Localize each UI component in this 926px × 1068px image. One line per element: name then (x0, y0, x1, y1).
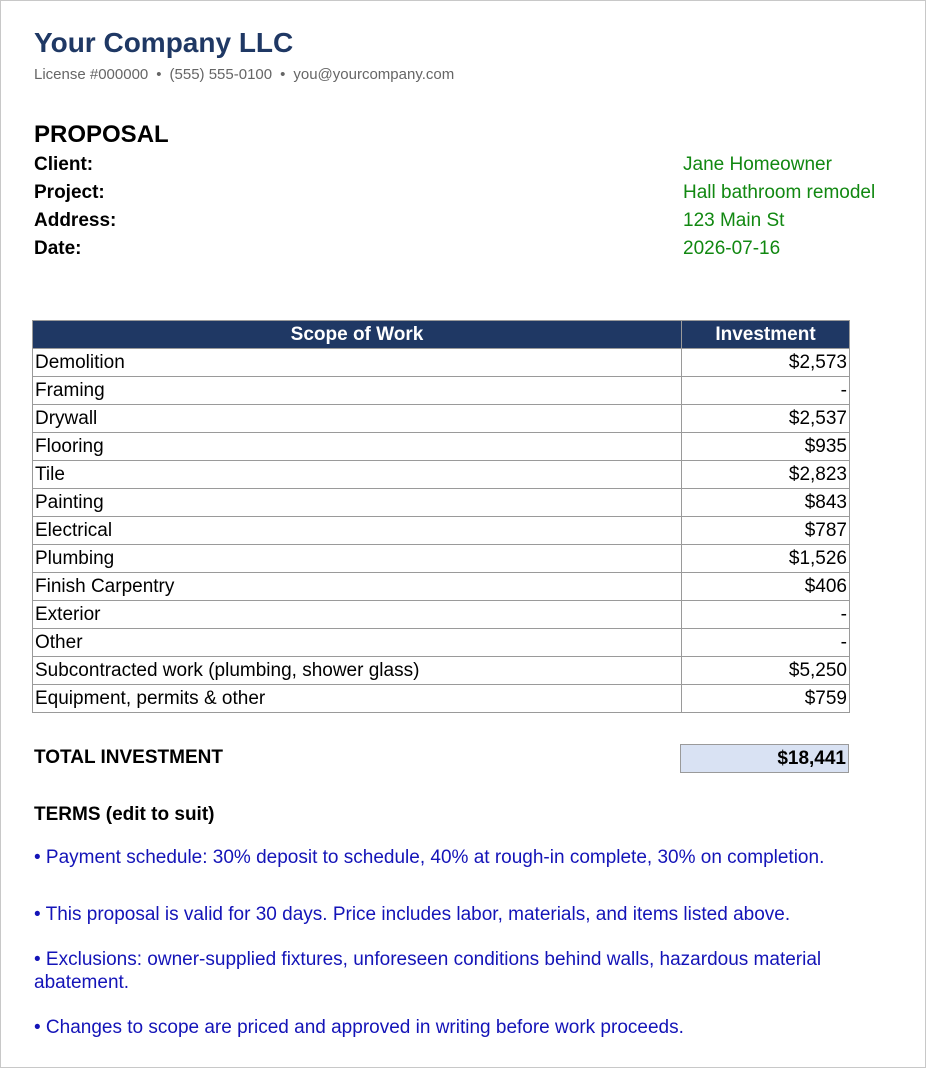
scope-cell[interactable]: Exterior (33, 601, 682, 629)
total-investment-label: TOTAL INVESTMENT (34, 747, 223, 768)
investment-cell[interactable]: - (682, 601, 850, 629)
scope-cell[interactable]: Tile (33, 461, 682, 489)
scope-cell[interactable]: Electrical (33, 517, 682, 545)
scope-cell[interactable]: Framing (33, 377, 682, 405)
scope-cell[interactable]: Demolition (33, 349, 682, 377)
term-item-payment: • Payment schedule: 30% deposit to schedule, 40% at rough-in complete, 30% on completion. (34, 847, 825, 868)
investment-cell[interactable]: $2,537 (682, 405, 850, 433)
investment-cell[interactable]: $759 (682, 685, 850, 713)
table-row (33, 545, 850, 573)
address-value[interactable]: 123 Main St (683, 210, 785, 231)
term-item-validity: • This proposal is valid for 30 days. Price includes labor, materials, and items listed above. (34, 904, 791, 925)
table-row (33, 433, 850, 461)
scope-cell[interactable]: Painting (33, 489, 682, 517)
investment-cell[interactable]: $935 (682, 433, 850, 461)
table-row (33, 685, 850, 713)
table-row (33, 461, 850, 489)
term-item-changes: • Changes to scope are priced and approved in writing before work proceeds. (34, 1017, 684, 1038)
table-row (33, 377, 850, 405)
scope-cell[interactable]: Other (33, 629, 682, 657)
project-label: Project: (34, 182, 105, 203)
table-row (33, 349, 850, 377)
scope-column-header: Scope of Work (33, 321, 682, 349)
date-label: Date: (34, 238, 82, 259)
client-label: Client: (34, 154, 94, 175)
table-row (33, 657, 850, 685)
table-row (33, 405, 850, 433)
email-address: you@yourcompany.com (293, 66, 455, 83)
scope-cell[interactable]: Drywall (33, 405, 682, 433)
investment-cell[interactable]: $2,823 (682, 461, 850, 489)
investment-cell[interactable]: - (682, 377, 850, 405)
client-value[interactable]: Jane Homeowner (683, 154, 832, 175)
investment-column-header: Investment (682, 321, 850, 349)
term-item-exclusions: • Exclusions: owner-supplied fixtures, unforeseen conditions behind walls, hazardous material abatement. (34, 949, 822, 993)
table-header-row (33, 321, 850, 349)
scope-table (32, 320, 850, 713)
scope-cell[interactable]: Finish Carpentry (33, 573, 682, 601)
table-row (33, 601, 850, 629)
date-row (34, 237, 904, 261)
investment-cell[interactable]: - (682, 629, 850, 657)
scope-cell[interactable]: Equipment, permits & other (33, 685, 682, 713)
investment-cell[interactable]: $406 (682, 573, 850, 601)
address-label: Address: (34, 210, 117, 231)
separator-dot: • (156, 66, 162, 83)
scope-cell[interactable]: Flooring (33, 433, 682, 461)
investment-cell[interactable]: $2,573 (682, 349, 850, 377)
project-value[interactable]: Hall bathroom remodel (683, 182, 876, 203)
company-contact-line (34, 66, 454, 84)
proposal-title: PROPOSAL (34, 121, 169, 148)
table-row (33, 517, 850, 545)
terms-title: TERMS (edit to suit) (34, 804, 215, 825)
investment-cell[interactable]: $5,250 (682, 657, 850, 685)
client-row (34, 153, 904, 177)
total-investment-value[interactable]: $18,441 (680, 744, 849, 773)
phone-number: (555) 555-0100 (169, 66, 273, 83)
date-value[interactable]: 2026-07-16 (683, 238, 781, 259)
license-number: License #000000 (34, 66, 149, 83)
investment-cell[interactable]: $1,526 (682, 545, 850, 573)
scope-cell[interactable]: Subcontracted work (plumbing, shower glass) (33, 657, 682, 685)
company-name: Your Company LLC (34, 27, 294, 58)
table-row (33, 573, 850, 601)
investment-cell[interactable]: $787 (682, 517, 850, 545)
project-row (34, 181, 904, 205)
separator-dot: • (280, 66, 286, 83)
scope-cell[interactable]: Plumbing (33, 545, 682, 573)
table-row (33, 629, 850, 657)
table-row (33, 489, 850, 517)
address-row (34, 209, 904, 233)
investment-cell[interactable]: $843 (682, 489, 850, 517)
